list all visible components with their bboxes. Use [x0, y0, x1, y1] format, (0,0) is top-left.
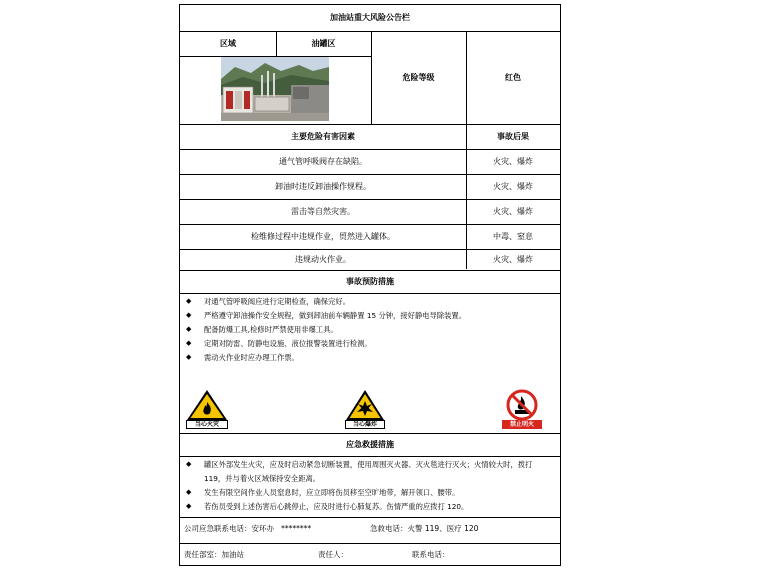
prevention-item: ◆ 严格遵守卸油操作安全规程，做到卸油前车辆静置 15 分钟，接好静电导除装置。 [186, 309, 554, 323]
area-label: 区域 [220, 39, 236, 48]
diamond-bullet-icon: ◆ [186, 502, 192, 510]
sign-no-open-flame: 禁止明火 [502, 389, 542, 429]
responsible-dept-label: 责任部室： [184, 550, 222, 559]
risk-level-value: 红色 [505, 73, 521, 82]
board-title: 加油站重大风险公告栏 [330, 13, 410, 22]
company-contact-phone: ******** [281, 524, 312, 533]
fire-warning-icon [186, 389, 228, 421]
hazard-row-0-factor: 通气管呼吸阀存在缺陷。 [279, 157, 367, 166]
emergency-item: ◆ 发生有限空间作业人员窒息时，应立即将伤员移至空旷地带，解开领口、腰带。 [186, 486, 554, 500]
diamond-bullet-icon: ◆ [186, 311, 192, 319]
emergency-phone [370, 523, 478, 534]
sign-fire-warning: 当心火灾 [186, 389, 228, 429]
hazard-row-2-consequence: 火灾、爆炸 [493, 207, 533, 216]
area-value: 油罐区 [311, 39, 336, 48]
no-open-flame-icon [502, 389, 542, 421]
company-contact-label: 公司应急联系电话： [184, 524, 252, 533]
diamond-bullet-icon: ◆ [186, 460, 192, 468]
hazard-row-3-consequence: 中毒、窒息 [493, 232, 533, 241]
prevention-item: ◆ 对通气管呼吸阀应进行定期检查，确保完好。 [186, 295, 554, 309]
emergency-title: 应急救援措施 [346, 440, 394, 449]
prevention-item: ◆ 需动火作业时应办理工作票。 [186, 351, 554, 365]
hazard-row-3-factor: 检维修过程中违规作业，贸然进入罐体。 [251, 232, 395, 241]
responsible-person: 责任人： [318, 550, 348, 559]
risk-level-label: 危险等级 [402, 73, 435, 82]
responsible-dept [184, 549, 244, 560]
explosion-warning-icon [345, 389, 385, 421]
prevention-item: ◆ 配备防爆工具,检修时严禁使用非爆工具。 [186, 323, 554, 337]
emergency-phone-value: 火警 119、医疗 120 [407, 524, 479, 533]
tank-area-photo [221, 57, 329, 121]
emergency-phone-label: 急救电话： [370, 524, 408, 533]
consequence-header: 事故后果 [497, 132, 529, 141]
hazard-row-1-consequence: 火灾、爆炸 [493, 182, 533, 191]
diamond-bullet-icon: ◆ [186, 353, 192, 361]
hazard-factor-header: 主要危险有害因素 [291, 132, 355, 141]
diamond-bullet-icon: ◆ [186, 297, 192, 305]
hazard-row-1-factor: 卸油时违反卸油操作规程。 [275, 182, 371, 191]
company-contact-name: 安环办 [251, 524, 274, 533]
prevention-title: 事故预防措施 [346, 277, 394, 286]
responsible-dept-value: 加油站 [221, 550, 244, 559]
hazard-row-4-factor: 违规动火作业。 [295, 255, 351, 264]
diamond-bullet-icon: ◆ [186, 339, 192, 347]
contact-phone: 联系电话： [412, 550, 450, 559]
emergency-item: ◆ 若伤员受到上述伤害后心跳停止，应及时进行心肺复苏。伤情严重的应拨打 120。 [186, 500, 554, 514]
emergency-item: ◆ 罐区外部发生火灾，应及时启动紧急切断装置，使用周围灭火器、灭火毯进行灭火；火情较大时，拨打 119，并与着火区域保持安全距离。 [186, 458, 554, 485]
diamond-bullet-icon: ◆ [186, 325, 192, 333]
company-contact [184, 523, 311, 534]
sign-explosion-warning: 当心爆炸 [345, 389, 385, 429]
hazard-row-0-consequence: 火灾、爆炸 [493, 157, 533, 166]
risk-notice-board [179, 4, 561, 566]
prevention-item: ◆ 定期对防雷、防静电设施、液位报警装置进行检测。 [186, 337, 554, 351]
hazard-row-2-factor: 雷击等自然灾害。 [291, 207, 355, 216]
hazard-row-4-consequence: 火灾、爆炸 [493, 255, 533, 264]
diamond-bullet-icon: ◆ [186, 488, 192, 496]
